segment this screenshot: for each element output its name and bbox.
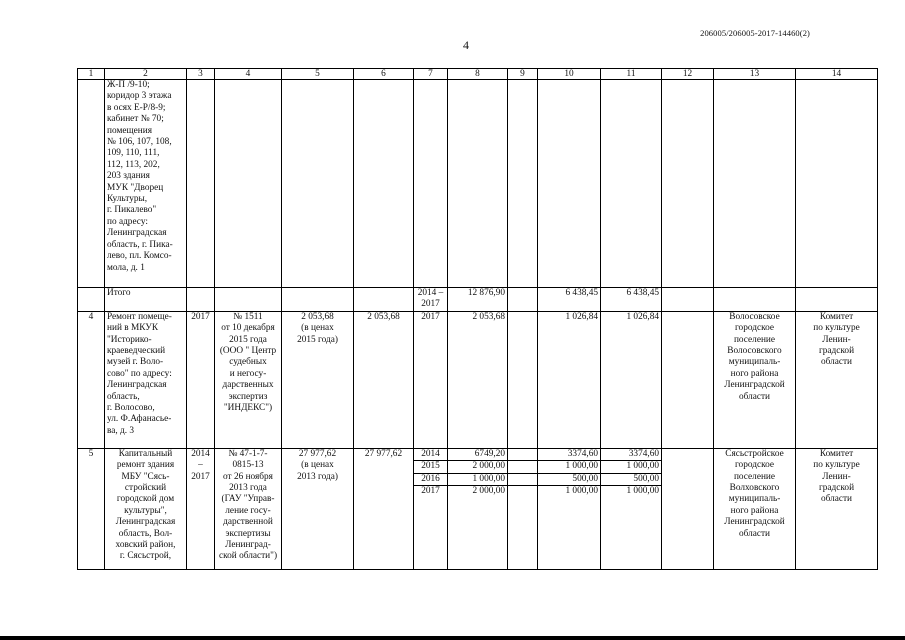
funding-year: 2016 [414, 473, 448, 485]
column-number: 5 [282, 69, 354, 80]
funding-total: 2 053,68 [448, 311, 508, 448]
object-description: Ремонт помеще- ний в МКУК "Историко- краеведческий музей г. Воло- сово" по адресу: Ленинградская область, г. Волосово, ул. Ф.Афанасье- ва, д. 3 [105, 311, 187, 448]
column-number: 1 [78, 69, 105, 80]
table-cell [662, 288, 714, 312]
municipal-funding: 1 000,00 [601, 486, 662, 570]
regional-funding: 3374,60 [538, 448, 601, 460]
funding-year: 2015 [414, 461, 448, 473]
table-cell [78, 288, 105, 312]
table-cell [538, 80, 601, 288]
table-cell [508, 311, 538, 448]
regional-funding: 1 000,00 [538, 486, 601, 570]
period: 2017 [187, 311, 215, 448]
table-cell [508, 461, 538, 473]
funding-total: 1 000,00 [448, 473, 508, 485]
remaining-cost: 2 053,68 [354, 311, 414, 448]
regional-funding: 1 026,84 [538, 311, 601, 448]
funding-year: 2014 [414, 448, 448, 460]
total-municipal: 6 438,45 [601, 288, 662, 312]
funding-year: 2017 [414, 311, 448, 448]
column-number: 6 [354, 69, 414, 80]
table-cell [601, 80, 662, 288]
table-cell [414, 80, 448, 288]
column-number: 11 [601, 69, 662, 80]
estimated-cost: 2 053,68 (в ценах 2015 года) [282, 311, 354, 448]
table-cell [662, 311, 714, 448]
column-number: 3 [187, 69, 215, 80]
table-cell [282, 80, 354, 288]
expertise-reference: № 47-1-7- 0815-13 от 26 ноября 2013 года (ГАУ "Управ- ление госу- дарственной экспертизы Ленинград- ской области") [215, 448, 282, 569]
responsible-body: Комитет по культуре Ленин- градской области [796, 311, 878, 448]
responsible-body: Комитет по культуре Ленин- градской области [796, 448, 878, 569]
page-number: 4 [463, 38, 469, 52]
table-cell [662, 80, 714, 288]
table-cell [187, 288, 215, 312]
funding-total: 2 000,00 [448, 461, 508, 473]
continuation-row [78, 80, 878, 288]
table-cell [714, 80, 796, 288]
column-number: 4 [215, 69, 282, 80]
object-description: Ж-П /9-10; коридор 3 этажа в осях Е-Р/8-9; кабинет № 70; помещения № 106, 107, 108, 109, 110, 111, 112, 113, 202, 203 здания МУК "Дворец Культуры, г. Пикалево" по адресу: Ленинградская область, г. Пика- лево, пл. Комсо- мола, д. 1 [105, 80, 187, 288]
column-number: 13 [714, 69, 796, 80]
column-number: 2 [105, 69, 187, 80]
row-number: 5 [78, 448, 105, 569]
regional-funding: 1 000,00 [538, 461, 601, 473]
regional-funding: 500,00 [538, 473, 601, 485]
total-years: 2014 – 2017 [414, 288, 448, 312]
period: 2014 – 2017 [187, 448, 215, 569]
table-row [78, 311, 878, 448]
row-number: 4 [78, 311, 105, 448]
municipal-funding: 3374,60 [601, 448, 662, 460]
municipal-funding: 1 026,84 [601, 311, 662, 448]
table-cell [662, 448, 714, 569]
table-cell [354, 80, 414, 288]
table-cell [282, 288, 354, 312]
municipality: Волосовское городское поселение Волосовского муниципаль- ного района Ленинградской области [714, 311, 796, 448]
table-cell [508, 288, 538, 312]
total-regional: 6 438,45 [538, 288, 601, 312]
total-row [78, 288, 878, 312]
table-cell [796, 288, 878, 312]
total-label: Итого [105, 288, 187, 312]
table-cell [508, 486, 538, 570]
scan-bottom-edge [0, 636, 905, 640]
table-cell [508, 448, 538, 460]
table-cell [78, 80, 105, 288]
column-number: 10 [538, 69, 601, 80]
municipality: Сясьстройское городское поселение Волховского муниципаль- ного района Ленинградской области [714, 448, 796, 569]
estimated-cost: 27 977,62 (в ценах 2013 года) [282, 448, 354, 569]
funding-year: 2017 [414, 486, 448, 570]
table-cell [796, 80, 878, 288]
table-cell [215, 288, 282, 312]
column-number-row [78, 69, 878, 80]
table-cell [187, 80, 215, 288]
table-cell [714, 288, 796, 312]
table-cell [448, 80, 508, 288]
municipal-funding: 1 000,00 [601, 461, 662, 473]
column-number: 12 [662, 69, 714, 80]
table-row [78, 448, 878, 460]
total-amount: 12 876,90 [448, 288, 508, 312]
table-cell [215, 80, 282, 288]
table-cell [508, 473, 538, 485]
remaining-cost: 27 977,62 [354, 448, 414, 569]
funding-total: 2 000,00 [448, 486, 508, 570]
column-number: 9 [508, 69, 538, 80]
column-number: 8 [448, 69, 508, 80]
object-description: Капитальный ремонт здания МБУ "Сясь- стройский городской дом культуры", Ленинградская область, Вол- ховский район, г. Сясьстрой, [105, 448, 187, 569]
program-table [77, 68, 878, 570]
column-number: 14 [796, 69, 878, 80]
table-cell [354, 288, 414, 312]
funding-total: 6749,20 [448, 448, 508, 460]
table-cell [508, 80, 538, 288]
expertise-reference: № 1511 от 10 декабря 2015 года (ООО " Центр судебных и негосу- дарственных экспертиз "ИНДЕКС") [215, 311, 282, 448]
document-id: 206005/206005-2017-14460(2) [700, 28, 810, 38]
municipal-funding: 500,00 [601, 473, 662, 485]
column-number: 7 [414, 69, 448, 80]
